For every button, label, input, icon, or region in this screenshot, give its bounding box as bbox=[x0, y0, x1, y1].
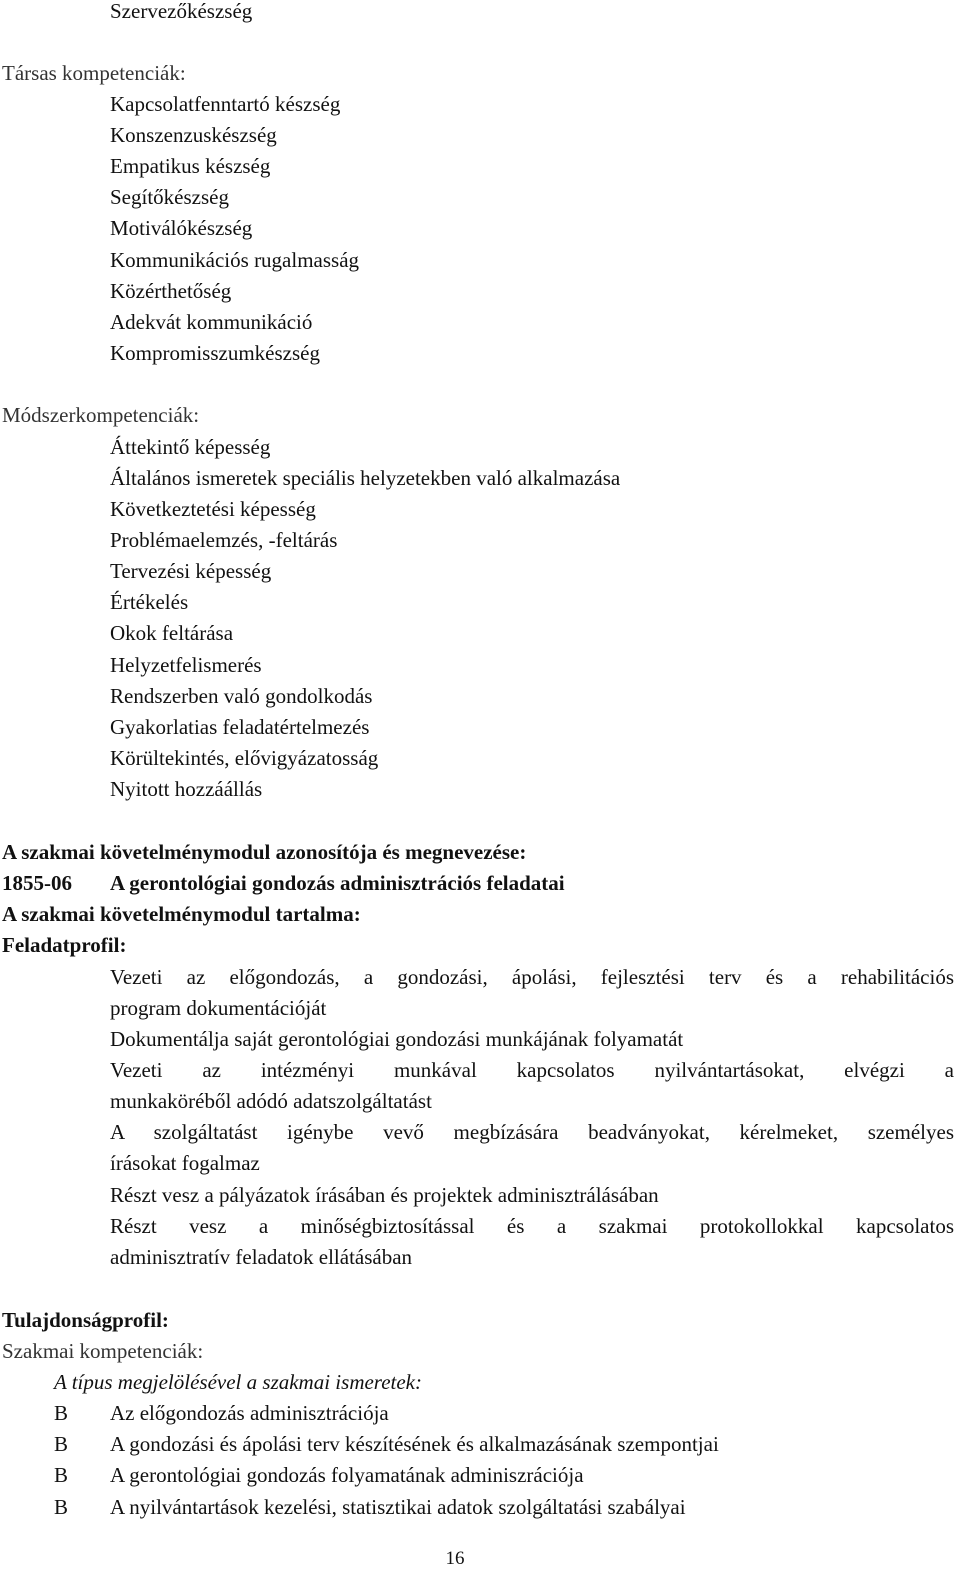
szakmai-kompetenciak-heading: Szakmai kompetenciák: bbox=[2, 1339, 204, 1363]
list-item: Konszenzuskészség bbox=[110, 123, 277, 147]
task-line: A szolgáltatást igénybe vevő megbízására beadványokat, kérelmeket, személyes bbox=[110, 1120, 954, 1144]
list-item: Rendszerben való gondolkodás bbox=[110, 684, 373, 708]
knowledge-row bbox=[54, 1400, 389, 1426]
list-item: Problémaelemzés, -feltárás bbox=[110, 528, 338, 552]
task-line: Vezeti az intézményi munkával kapcsolatos nyilvántartásokat, elvégzi a bbox=[110, 1058, 954, 1082]
task-line: Részt vesz a minőségbiztosítással és a szakmai protokollokkal kapcsolatos bbox=[110, 1214, 954, 1238]
task-line: Vezeti az előgondozás, a gondozási, ápolási, fejlesztési terv és a rehabilitációs bbox=[110, 965, 954, 989]
knowledge-text: Az előgondozás adminisztrációja bbox=[110, 1401, 389, 1425]
knowledge-type: B bbox=[54, 1432, 69, 1456]
list-item: Kompromisszumkészség bbox=[110, 341, 320, 365]
module-title bbox=[2, 870, 565, 896]
knowledge-row bbox=[54, 1431, 719, 1457]
list-item: Szervezőkészség bbox=[110, 0, 253, 23]
module-id-heading: A szakmai követelménymodul azonosítója és megnevezése: bbox=[2, 840, 527, 864]
task-line: írásokat fogalmaz bbox=[110, 1151, 260, 1175]
task-line: program dokumentációját bbox=[110, 996, 327, 1020]
list-item: Empatikus készség bbox=[110, 154, 271, 178]
page-number: 16 bbox=[445, 1548, 465, 1569]
module-name: A gerontológiai gondozás adminisztrációs feladatai bbox=[110, 871, 565, 895]
section-heading-modszer: Módszerkompetenciák: bbox=[2, 403, 200, 427]
knowledge-type: B bbox=[54, 1463, 69, 1487]
feladatprofil-heading: Feladatprofil: bbox=[2, 933, 127, 957]
list-item: Értékelés bbox=[110, 590, 189, 614]
knowledge-type: B bbox=[54, 1401, 69, 1425]
knowledge-type: B bbox=[54, 1495, 69, 1519]
knowledge-text: A gerontológiai gondozás folyamatának adminiszrációja bbox=[110, 1463, 584, 1487]
knowledge-row bbox=[54, 1462, 584, 1488]
list-item: Nyitott hozzáállás bbox=[110, 777, 263, 801]
module-content-heading: A szakmai követelménymodul tartalma: bbox=[2, 902, 361, 926]
list-item: Gyakorlatias feladatértelmezés bbox=[110, 715, 370, 739]
list-item: Közérthetőség bbox=[110, 279, 232, 303]
task-line: adminisztratív feladatok ellátásában bbox=[110, 1245, 413, 1269]
list-item: Kommunikációs rugalmasság bbox=[110, 248, 360, 272]
list-item: Okok feltárása bbox=[110, 621, 234, 645]
list-item: Áttekintő képesség bbox=[110, 435, 271, 459]
knowledge-text: A gondozási és ápolási terv készítésének és alkalmazásának szempontjai bbox=[110, 1432, 719, 1456]
list-item: Segítőkészség bbox=[110, 185, 229, 209]
knowledge-row bbox=[54, 1494, 686, 1520]
module-code: 1855-06 bbox=[2, 871, 72, 895]
list-item: Általános ismeretek speciális helyzetekben való alkalmazása bbox=[110, 466, 621, 490]
task-line: Dokumentálja saját gerontológiai gondozási munkájának folyamatát bbox=[110, 1027, 684, 1051]
tulajdonsag-heading: Tulajdonságprofil: bbox=[2, 1308, 169, 1332]
list-item: Kapcsolatfenntartó készség bbox=[110, 92, 341, 116]
section-heading-tarsas: Társas kompetenciák: bbox=[2, 61, 186, 85]
list-item: Körültekintés, elővigyázatosság bbox=[110, 746, 379, 770]
list-item: Következtetési képesség bbox=[110, 497, 316, 521]
task-line: Részt vesz a pályázatok írásában és projektek adminisztrálásában bbox=[110, 1183, 659, 1207]
list-item: Adekvát kommunikáció bbox=[110, 310, 313, 334]
list-item: Helyzetfelismerés bbox=[110, 653, 262, 677]
tipus-heading: A típus megjelölésével a szakmai ismeretek: bbox=[54, 1370, 422, 1394]
list-item: Tervezési képesség bbox=[110, 559, 272, 583]
list-item: Motiválókészség bbox=[110, 216, 253, 240]
task-line: munkaköréből adódó adatszolgáltatást bbox=[110, 1089, 432, 1113]
knowledge-text: A nyilvántartások kezelési, statisztikai adatok szolgáltatási szabályai bbox=[110, 1495, 686, 1519]
